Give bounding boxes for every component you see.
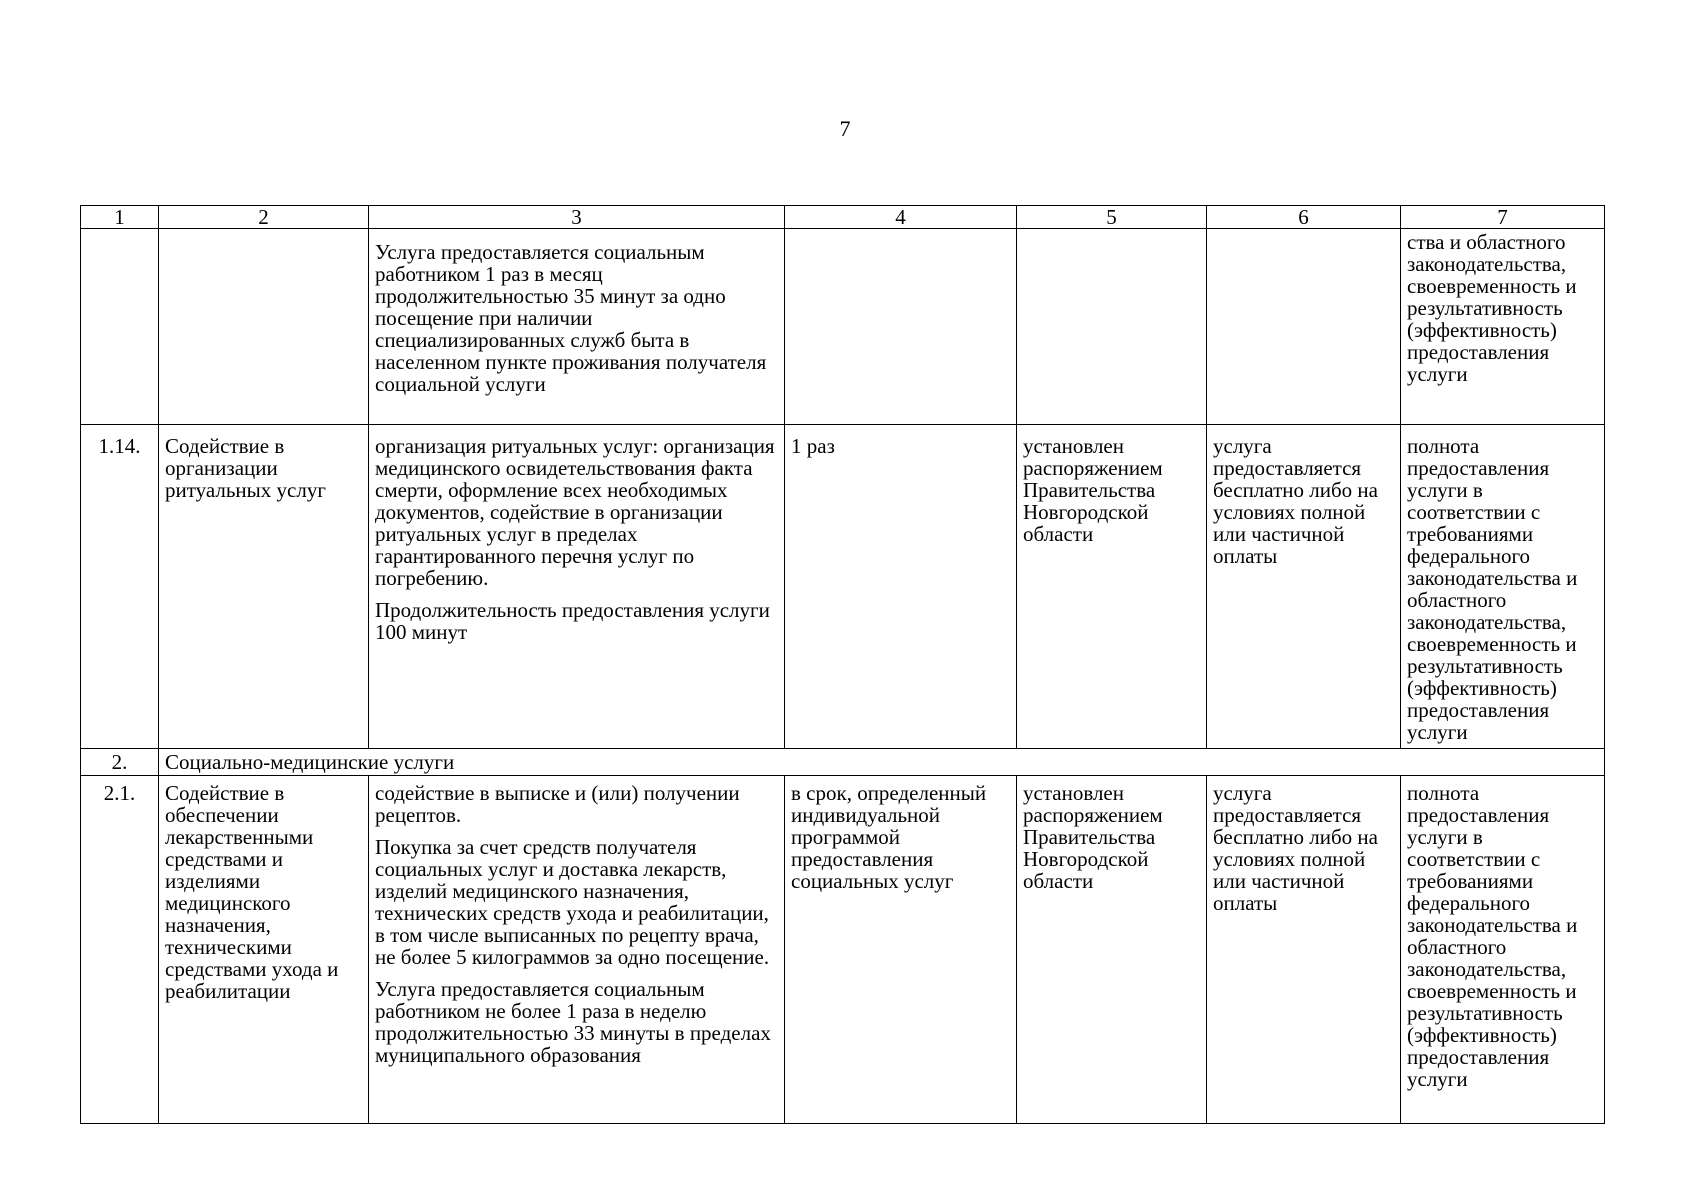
page-number: 7 bbox=[839, 116, 851, 141]
section-row-2 bbox=[81, 749, 1605, 776]
row-1-14-tariff: установлен распоряжением Правительства Новгородской области bbox=[1017, 425, 1207, 749]
header-cell-1: 1 bbox=[81, 206, 159, 229]
row-2-1-conditions: услуга предоставляется бесплатно либо на условиях полной или частичной оплаты bbox=[1207, 776, 1401, 1124]
header-cell-2: 2 bbox=[159, 206, 369, 229]
row-2-1-tariff: установлен распоряжением Правительства Новгородской области bbox=[1017, 776, 1207, 1124]
row-2-1-quality: полнота предоставления услуги в соответствии с требованиями федерального законодательства и областного законодательства, своевременность и результативность (эффективность) предоставления услуги bbox=[1401, 776, 1605, 1124]
row-2-1-name: Содействие в обеспечении лекарственными средствами и изделиями медицинского назначения, техническими средствами ухода и реабилитации bbox=[159, 776, 369, 1124]
cont-description-cell bbox=[369, 229, 785, 425]
header-cell-6: 6 bbox=[1207, 206, 1401, 229]
header-cell-4: 4 bbox=[785, 206, 1017, 229]
services-table bbox=[80, 205, 1605, 1124]
cont-period-cell bbox=[785, 229, 1017, 425]
header-cell-5: 5 bbox=[1017, 206, 1207, 229]
row-1-14-quality: полнота предоставления услуги в соответствии с требованиями федерального законодательства и областного законодательства, своевременность и результативность (эффективность) предоставления услуги bbox=[1401, 425, 1605, 749]
section-2-title: Социально-медицинские услуги bbox=[159, 749, 1605, 776]
row-1-14-description bbox=[369, 425, 785, 749]
row-1-14-number: 1.14. bbox=[81, 425, 159, 749]
row-2-1-desc-para-2: Покупка за счет средств получателя социальных услуг и доставка лекарств, изделий медицинского назначения, технических средств ухода и реабилитации, в том числе выписанных по рецепту врача, не более 5 килограммов за одно посещение. bbox=[375, 835, 770, 969]
cont-quality-cell bbox=[1401, 229, 1605, 425]
cont-number-cell bbox=[81, 229, 159, 425]
row-1-14-period: 1 раз bbox=[785, 425, 1017, 749]
section-2-number: 2. bbox=[81, 749, 159, 776]
row-2-1-desc-para-1: содействие в выписке и (или) получении рецептов. bbox=[375, 781, 740, 827]
table-header-row bbox=[81, 206, 1605, 229]
cont-conditions-cell bbox=[1207, 229, 1401, 425]
cont-quality-text: ства и областного законодательства, своевременность и результативность (эффективность) предоставления услуги bbox=[1407, 230, 1577, 386]
header-cell-3: 3 bbox=[369, 206, 785, 229]
cont-tariff-cell bbox=[1017, 229, 1207, 425]
cont-description-text: Услуга предоставляется социальным работником 1 раз в месяц продолжительностью 35 минут за одно посещение при наличии специализированных служб быта в населенном пункте проживания получателя социальной услуги bbox=[375, 240, 767, 396]
header-cell-7: 7 bbox=[1401, 206, 1605, 229]
row-1-14-name: Содействие в организации ритуальных услуг bbox=[159, 425, 369, 749]
row-1-14-desc-para-2: Продолжительность предоставления услуги 100 минут bbox=[375, 598, 770, 644]
cont-name-cell bbox=[159, 229, 369, 425]
row-1-14-conditions: услуга предоставляется бесплатно либо на условиях полной или частичной оплаты bbox=[1207, 425, 1401, 749]
row-2-1-desc-para-3: Услуга предоставляется социальным работником не более 1 раза в неделю продолжительностью 33 минуты в пределах муниципального образования bbox=[375, 977, 771, 1067]
row-2-1-number: 2.1. bbox=[81, 776, 159, 1124]
table-row-2-1 bbox=[81, 776, 1605, 1124]
table-row-continuation bbox=[81, 229, 1605, 425]
row-2-1-description bbox=[369, 776, 785, 1124]
row-1-14-desc-para-1: организация ритуальных услуг: организация медицинского освидетельствования факта смерти, оформление всех необходимых документов, содействие в организации ритуальных услуг в пределах гарантированного перечня услуг по погребению. bbox=[375, 434, 775, 590]
table-row-1-14 bbox=[81, 425, 1605, 749]
row-2-1-period: в срок, определенный индивидуальной программой предоставления социальных услуг bbox=[785, 776, 1017, 1124]
